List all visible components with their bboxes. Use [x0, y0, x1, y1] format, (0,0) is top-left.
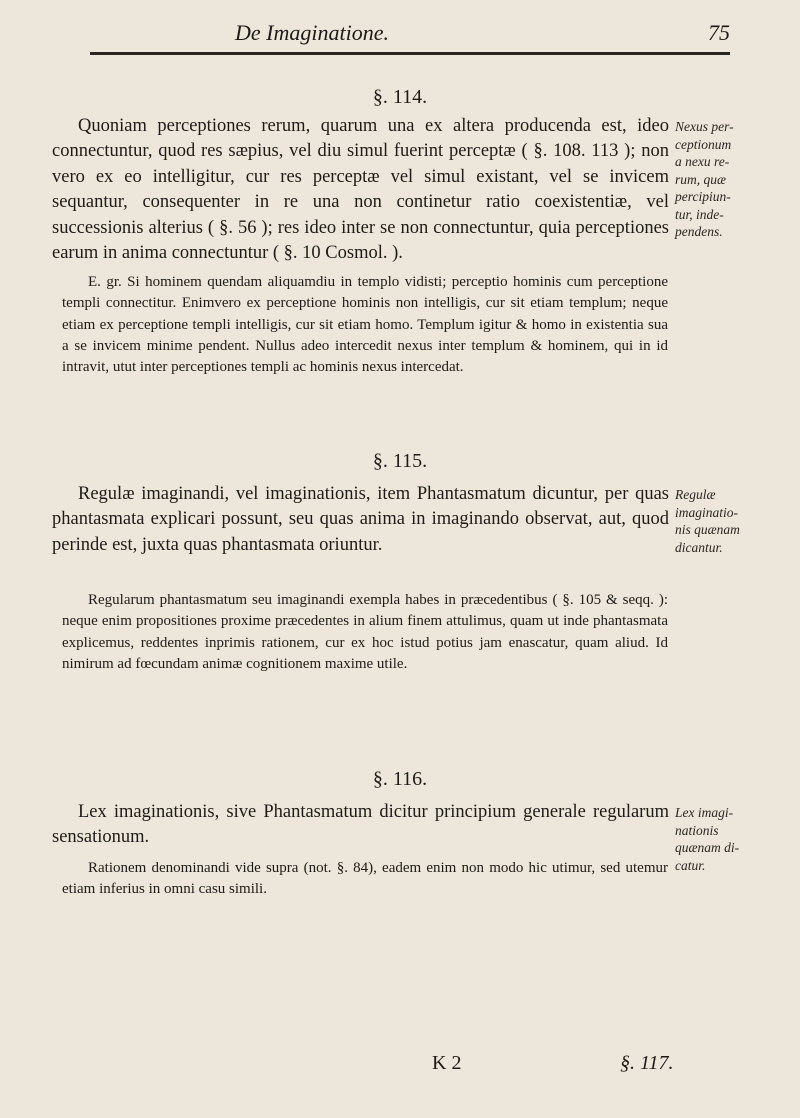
margin-note-line: quænam di- — [675, 840, 740, 855]
running-title: De Imaginatione. — [235, 20, 389, 45]
section-number: §. 115. — [372, 450, 428, 472]
margin-note-line: ceptionum — [675, 136, 732, 152]
section-example-text: Regularum phantasmatum seu imaginandi exempla habes in præcedentibus ( §. 105 & seqq. ): neque enim propositiones proxime præcedentes in alium finem attulimus, quam ut inde phantasmata explicemus, reddentes inprimis rationem, cur ex hoc istud potius jam enascatur, quam aliud. Id nimirum ad fœcundam animæ cognitionem maxime utile. — [62, 592, 668, 672]
section-number: §. 116. — [372, 768, 428, 790]
margin-note-line: imaginatio- — [675, 504, 738, 520]
margin-note-line: catur. — [675, 857, 706, 873]
section-main-text: Quoniam perceptiones rerum, quarum una ex altera producenda est, ideo connectuntur, quod res sæpius, vel diu simul fuerint perceptæ ( §. 108. 113 ); non vero ex eo intelligitur, cur res perceptæ vel simul existant, vel se invicem sequantur, consequenter in re una non continetur ratio coexistentiæ, vel successionis alterius ( §. 56 ); res ideo inter se non connectuntur, quia perceptiones earum in anima connectuntur ( §. 10 Cosmol. ). — [52, 116, 669, 264]
margin-note-line: tur, inde- — [675, 206, 724, 222]
page-number: 75 — [708, 20, 730, 45]
signature-mark: K 2 — [432, 1052, 462, 1074]
margin-note — [675, 118, 795, 241]
margin-note-line: Lex imagi- — [675, 805, 734, 820]
margin-note-line: dicantur. — [675, 539, 723, 555]
section-number: §. 114. — [372, 86, 428, 108]
margin-note-line: nationis — [675, 822, 719, 838]
section-main-text: Regulæ imaginandi, vel imaginationis, item Phantasmatum dicuntur, per quas phantasmata explicari possunt, seu quas anima in imaginando observat, aut, quod perinde est, juxta quas phantasmata oriuntur. — [52, 484, 669, 555]
section-main-text: Lex imaginationis, sive Phantasmatum dicitur principium generale regularum sensationum. — [52, 802, 669, 848]
margin-note-line: nis quænam — [675, 522, 740, 537]
margin-note-line: rum, quæ — [675, 171, 727, 187]
margin-note — [675, 486, 795, 556]
page-header — [90, 20, 730, 50]
margin-note-line: a nexu re- — [675, 154, 730, 169]
header-rule — [90, 52, 730, 55]
catchword: §. 117. — [620, 1052, 674, 1074]
section-example-text: Rationem denominandi vide supra (not. §. 84), eadem enim non modo hic utimur, sed utemur etiam inferius in omni casu simili. — [62, 860, 668, 898]
margin-note — [675, 804, 795, 874]
margin-note-line: pendens. — [675, 224, 723, 239]
page-footer — [0, 1052, 800, 1082]
section-example-text: E. gr. Si hominem quendam aliquamdiu in templo vidisti; perceptio hominis cum perceptione templi connectitur. Enimvero ex perceptione hominis non intelligis, cur sit etiam templum; neque etiam ex perceptione templi intelligis, cur sit etiam homo. Templum igitur & homo in existentia sua a se invicem minime pendent. Nullus adeo intercedit nexus inter templum & hominem, qui in id intravit, utut inter perceptiones templi ac hominis nexus intercedat. — [62, 274, 668, 376]
margin-note-line: percipiun- — [675, 189, 731, 204]
margin-note-line: Regulæ — [675, 487, 716, 502]
margin-note-line: Nexus per- — [675, 119, 734, 134]
